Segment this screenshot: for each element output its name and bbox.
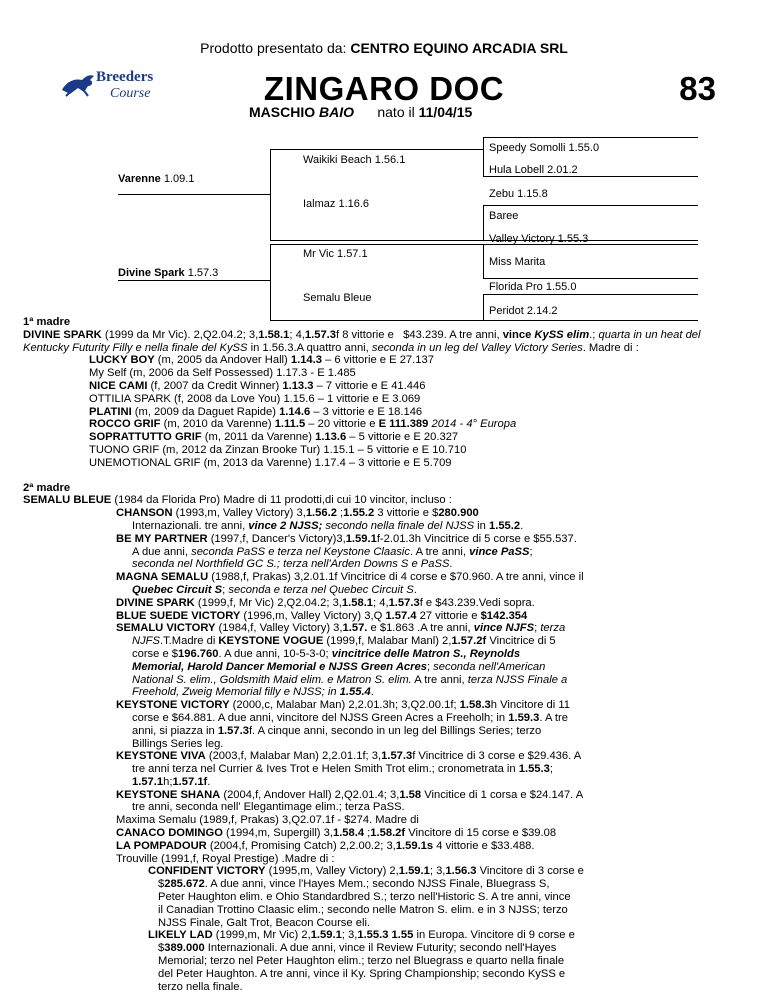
produce-line: corse e $64.881. A due anni, vincitore del NJSS Green Acres a Freeholh; in 1.59.3. A tre [132,711,568,724]
produce-line: terzo nella finale. [158,980,243,993]
produce-line: seconda nel Northfield GC S.; terza nell'Arden Downs S e PaSS. [132,558,453,571]
produce-line: Freehold, Zweig Memorial filly e NJSS; in 1.55.4. [132,686,374,699]
produce-line: A due anni, seconda PaSS e terza nel Keystone Claasic. A tre anni, vince PaSS; [132,545,533,558]
horse-name: ZINGARO DOC [263,70,505,107]
produce-line: KEYSTONE VICTORY (2000,c, Malabar Man) 2,2.01.3h; 3,Q2.00.1f; 1.58.3h Vincitore di 11 [116,699,570,712]
pedigree-gen3: Speedy Somolli 1.55.0 [489,142,600,154]
produce-line: $285.672. A due anni, vince l'Hayes Mem.; secondo NJSS Finale, Bluegrass S, [158,878,550,891]
produce-line: Quebec Circuit S; seconda e terza nel Quebec Circuit S. [132,583,417,596]
pedigree-gen3: Zebu 1.15.8 [489,188,548,200]
pedigree-gen3: Baree [489,210,519,222]
first-dam-heading: 1ª madre [23,316,71,328]
produce-line: MAGNA SEMALU (1988,f, Prakas) 3,2.01.1f Vincitrice di 4 corse e $70.960. A tre anni, vince il [116,571,584,584]
produce-line: tre anni, seconda nell' Elegantimage elim.; terza PaSS. [132,801,405,814]
produce-line: $389.000 Internazionali. A due anni, vince il Review Futurity; secondo nell'Hayes [158,942,557,955]
produce-line: 1.57.1h;1.57.1f. [132,775,211,788]
produce-line: OTTILIA SPARK (f, 2008 da Love You) 1.15.6 – 1 vittorie e E 3.069 [89,392,421,405]
produce-line: UNEMOTIONAL GRIF (m, 2013 da Varenne) 1.17.4 – 3 vittorie e E 5.709 [89,456,452,469]
produce-line: anni, si piazza in 1.57.3f. A cinque anni, secondo in un leg del Billings Series; terzo [132,724,542,737]
presenter-name: CENTRO EQUINO ARCADIA SRL [350,40,568,56]
produce-line: CANACO DOMINGO (1994,m, Supergill) 3,1.58.4 ;1.58.2f Vincitore di 15 corse e $39.08 [116,827,557,840]
produce-line: del Peter Haughton. A tre anni, vince il Ky. Spring Championship; secondo KySS e [158,967,566,980]
produce-line: ROCCO GRIF (m, 2010 da Varenne) 1.11.5 – 20 vittorie e E 111.389 2014 - 4° Europa [89,418,517,431]
produce-line: Maxima Semalu (1989,f, Prakas) 3,Q2.07.1f - $274. Madre di [116,814,419,827]
family-text [23,316,747,993]
produce-line: DIVINE SPARK (1999,f, Mr Vic) 2,Q2.04.2; 3,1.58.1; 4,1.57.3f e $43.239.Vedi sopra. [116,596,535,609]
dam-paragraph: DIVINE SPARK (1999 da Mr Vic). 2,Q2.04.2; 3,1.58.1; 4,1.57.3f 8 vittorie e $43.239. A tre anni, vince KySS elim.; quarta in un heat del Kentucky Futurity Filly e nella finale del KySS in 1.56.3.A quattro anni, seconda in un leg del Valley Victory Series. Madre di : [23,328,701,354]
pedigree-gen3: Valley Victory 1.55.3 [489,233,589,245]
produce-line: Memorial; terzo nel Peter Haughton elim.; terzo nel Bluegrass e quarto nella finale [158,955,565,968]
produce-line: NICE CAMI (f, 2007 da Credit Winner) 1.13.3 – 7 vittorie e E 41.446 [89,379,426,392]
produce-line: corse e $196.760. A due anni, 10-5-3-0; vincitrice delle Matron S., Reynolds [132,647,521,660]
produce-line: tre anni terza nel Currier & Ives Trot e Helen Smith Trot elim.; cronometrata in 1.55.3; [132,763,553,776]
svg-text:Breeders: Breeders [96,69,154,85]
presented-by-line: Prodotto presentato da: CENTRO EQUINO ARCADIA SRL [200,40,568,56]
pedigree-gen2: Semalu Bleue [303,292,372,304]
pedigree-gen2: Waikiki Beach 1.56.1 [303,154,406,166]
produce-line: Memorial, Harold Dancer Memorial e NJSS Green Acres; seconda nell'American [132,660,546,673]
produce-line: CONFIDENT VICTORY (1995,m, Valley Victory) 2,1.59.1; 3,1.56.3 Vincitore di 3 corse e [148,865,584,878]
produce-line: NJFS.T.Madre di KEYSTONE VOGUE (1999,f, Malabar Manl) 2,1.57.2f Vincitrice di 5 [132,635,556,648]
produce-line: LUCKY BOY (m, 2005 da Andover Hall) 1.14.3 – 6 vittorie e E 27.137 [89,354,434,367]
produce-line: TUONO GRIF (m, 2012 da Zinzan Brooke Tur) 1.15.1 – 5 vittorie e E 10.710 [89,443,467,456]
produce-line: PLATINI (m, 2009 da Daguet Rapide) 1.14.6 – 3 vittorie e E 18.146 [89,405,423,418]
produce-line: SOPRATTUTTO GRIF (m, 2011 da Varenne) 1.13.6 – 5 vittorie e E 20.327 [89,431,459,444]
svg-text:Course: Course [110,86,151,101]
produce-line: Billings Series leg. [132,737,224,750]
pedigree-gen2: Mr Vic 1.57.1 [303,248,368,260]
produce-line: KEYSTONE SHANA (2004,f, Andover Hall) 2,Q2.01.4; 3,1.58 Vincitice di 1 corsa e $24.147. A [116,788,584,801]
produce-line: National S. elim., Goldsmith Maid elim. e Matron S. elim. A tre anni, terza NJSS Finale a [132,673,568,686]
produce-line: Trouville (1991,f, Royal Prestige) .Madre di : [116,852,335,865]
dam-paragraph: SEMALU BLEUE (1984 da Florida Pro) Madre di 11 prodotti,di cui 10 vincitor, incluso : [23,494,452,507]
produce-line: My Self (m, 2006 da Self Possessed) 1.17.3 - E 1.485 [89,367,356,380]
horse-subtitle: MASCHIO BAIO nato il 11/04/15 [249,104,473,120]
pedigree-gen3: Hula Lobell 2.01.2 [489,164,578,176]
pedigree-gen3: Peridot 2.14.2 [489,305,558,317]
pedigree-gen3: Miss Marita [489,256,546,268]
produce-line: BLUE SUEDE VICTORY (1996,m, Valley Victory) 3,Q 1.57.4 27 vittorie e $142.354 [116,609,528,622]
pedigree-sire: Varenne 1.09.1 [118,173,195,185]
produce-line: BE MY PARTNER (1997,f, Dancer's Victory)3,1.59.1f-2.01.3h Vincitrice di 5 corse e $55.537. [116,532,577,545]
pedigree-gen3: Florida Pro 1.55.0 [489,281,577,293]
produce-line: Internazionali. tre anni, vince 2 NJSS; secondo nella finale del NJSS in 1.55.2. [132,519,524,532]
pedigree-dam: Divine Spark 1.57.3 [118,267,219,279]
produce-line: NJSS Finale, Galt Trot, Beacon Course eli. [158,916,371,929]
second-dam-heading: 2ª madre [23,481,71,494]
produce-line: il Canadian Trottino Claasic elim.; secondo nelle Matron S. elim. e in 3 NJSS; terzo [158,903,568,916]
produce-line: LIKELY LAD (1999,m, Mr Vic) 2,1.59.1; 3,1.55.3 1.55 in Europa. Vincitore di 9 corse e [148,929,575,942]
lot-number: 83 [679,70,716,107]
produce-line: SEMALU VICTORY (1984,f, Valley Victory) 3,1.57. e $1.863 .A tre anni, vince NJFS; terza [116,622,566,635]
produce-line: KEYSTONE VIVA (2003,f, Malabar Man) 2,2.01.1f; 3,1.57.3f Vincitrice di 3 corse e $29.436. A [116,750,582,763]
pedigree-gen2: Ialmaz 1.16.6 [303,198,370,210]
produce-line: LA POMPADOUR (2004,f, Promising Catch) 2,2.00.2; 3,1.59.1s 4 vittorie e $33.488. [116,839,535,852]
produce-line: CHANSON (1993,m, Valley Victory) 3,1.56.2 ;1.55.2 3 vittorie e $280.900 [116,507,479,520]
produce-line: Peter Haughton elim. e Ohio Standardbred S.; terzo nell'Historic S. A tre anni, vince [158,891,571,904]
